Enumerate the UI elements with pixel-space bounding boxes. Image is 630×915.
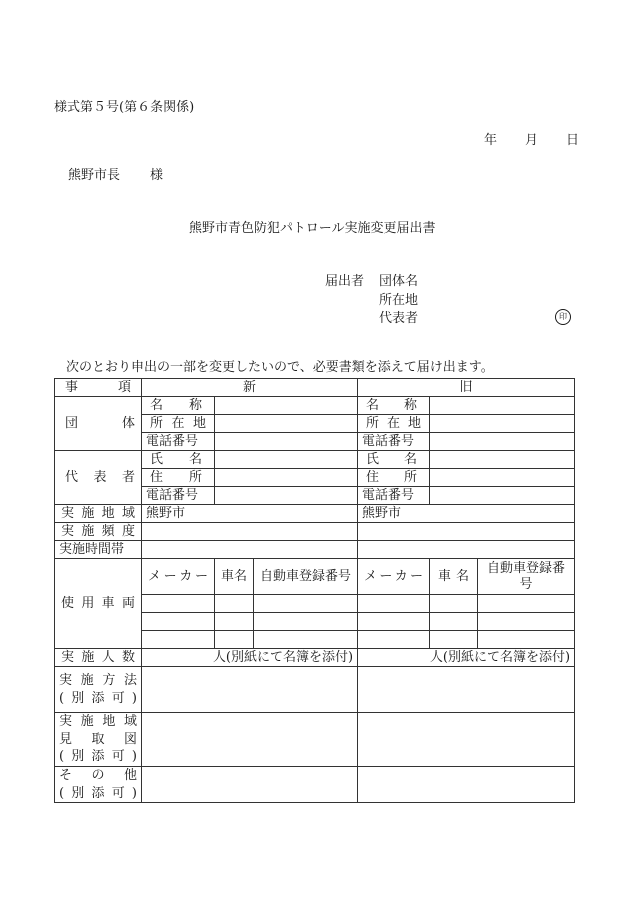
area-old[interactable]: 熊野市 — [358, 505, 575, 523]
table-row — [55, 559, 575, 595]
rep-name-old[interactable] — [430, 451, 575, 469]
vehicle-reg-header-new: 自動車登録番号 — [254, 559, 358, 595]
table-row — [55, 397, 575, 415]
date-day-label: 日 — [566, 133, 580, 148]
date-month-label: 月 — [525, 133, 539, 148]
addressee-honorific: 様 — [150, 168, 164, 183]
vehicle-cell[interactable] — [215, 595, 254, 613]
org-phone-label-old: 電話番号 — [358, 433, 430, 451]
table-row — [55, 649, 575, 667]
org-location-old[interactable] — [430, 415, 575, 433]
frequency-old[interactable] — [358, 523, 575, 541]
vehicle-cell[interactable] — [142, 613, 215, 631]
vehicle-cell[interactable] — [254, 595, 358, 613]
frequency-new[interactable] — [142, 523, 358, 541]
members-old[interactable]: 人(別紙にて名簿を添付) — [358, 649, 575, 667]
table-row — [55, 667, 575, 713]
time-old[interactable] — [358, 541, 575, 559]
vehicle-cell[interactable] — [430, 631, 478, 649]
org-name-new[interactable] — [215, 397, 358, 415]
vehicle-cell[interactable] — [254, 613, 358, 631]
table-row — [55, 451, 575, 469]
vehicle-name-header-old: 車 名 — [430, 559, 478, 595]
table-header-row — [55, 379, 575, 397]
form-number: 様式第５号(第６条関係) — [54, 100, 195, 115]
time-new[interactable] — [142, 541, 358, 559]
vehicle-cell[interactable] — [430, 595, 478, 613]
rep-phone-label-old: 電話番号 — [358, 487, 430, 505]
applicant-organization-label: 団体名 — [379, 274, 419, 289]
table-row — [55, 505, 575, 523]
map-old[interactable] — [358, 713, 575, 767]
method-new[interactable] — [142, 667, 358, 713]
group-organization: 団 体 — [55, 397, 142, 451]
header-item: 事 項 — [55, 379, 142, 397]
rep-name-label-new: 氏 名 — [142, 451, 215, 469]
row-area-label: 実 施 地 域 — [55, 505, 142, 523]
method-old[interactable] — [358, 667, 575, 713]
vehicle-maker-header-new: メ ー カ ー — [142, 559, 215, 595]
row-time-label: 実施時間帯 — [55, 541, 142, 559]
table-row — [55, 523, 575, 541]
map-new[interactable] — [142, 713, 358, 767]
rep-address-new[interactable] — [215, 469, 358, 487]
table-row — [55, 541, 575, 559]
rep-address-label-old: 住 所 — [358, 469, 430, 487]
vehicle-cell[interactable] — [142, 595, 215, 613]
rep-address-old[interactable] — [430, 469, 575, 487]
vehicle-cell[interactable] — [142, 631, 215, 649]
vehicle-name-header-new: 車名 — [215, 559, 254, 595]
group-vehicle: 使 用 車 両 — [55, 559, 142, 649]
vehicle-cell[interactable] — [254, 631, 358, 649]
org-name-old[interactable] — [430, 397, 575, 415]
header-old: 旧 — [358, 379, 575, 397]
org-location-label-old: 所 在 地 — [358, 415, 430, 433]
rep-phone-label-new: 電話番号 — [142, 487, 215, 505]
vehicle-cell[interactable] — [358, 595, 430, 613]
vehicle-cell[interactable] — [358, 613, 430, 631]
group-representative: 代 表 者 — [55, 451, 142, 505]
table-row — [55, 767, 575, 803]
addressee: 熊野市長 — [68, 168, 121, 183]
date-year-label: 年 — [484, 133, 498, 148]
rep-phone-new[interactable] — [215, 487, 358, 505]
applicant-label: 届出者 — [325, 274, 365, 289]
seal-icon: 印 — [555, 309, 571, 325]
other-old[interactable] — [358, 767, 575, 803]
org-phone-label-new: 電話番号 — [142, 433, 215, 451]
vehicle-cell[interactable] — [478, 595, 575, 613]
applicant-address-label: 所在地 — [379, 293, 419, 308]
row-other-label: そ の 他 (別添可) — [55, 767, 142, 803]
rep-address-label-new: 住 所 — [142, 469, 215, 487]
row-map-label: 実施地域 見取図 (別添可) — [55, 713, 142, 767]
vehicle-cell[interactable] — [430, 613, 478, 631]
org-location-new[interactable] — [215, 415, 358, 433]
rep-phone-old[interactable] — [430, 487, 575, 505]
org-phone-old[interactable] — [430, 433, 575, 451]
change-form-table — [54, 378, 575, 803]
org-phone-new[interactable] — [215, 433, 358, 451]
org-location-label-new: 所 在 地 — [142, 415, 215, 433]
document-title: 熊野市青色防犯パトロール実施変更届出書 — [189, 221, 436, 236]
vehicle-maker-header-old: メ ー カ ー — [358, 559, 430, 595]
vehicle-cell[interactable] — [478, 631, 575, 649]
row-frequency-label: 実 施 頻 度 — [55, 523, 142, 541]
vehicle-cell[interactable] — [215, 613, 254, 631]
intro-text: 次のとおり申出の一部を変更したいので、必要書類を添えて届け出ます。 — [66, 360, 494, 375]
vehicle-cell[interactable] — [478, 613, 575, 631]
rep-name-new[interactable] — [215, 451, 358, 469]
members-new[interactable]: 人(別紙にて名簿を添付) — [142, 649, 358, 667]
org-name-label-old: 名 称 — [358, 397, 430, 415]
table-row — [55, 713, 575, 767]
row-method-label: 実施方法 (別添可) — [55, 667, 142, 713]
area-new[interactable]: 熊野市 — [142, 505, 358, 523]
rep-name-label-old: 氏 名 — [358, 451, 430, 469]
row-members-label: 実 施 人 数 — [55, 649, 142, 667]
header-new: 新 — [142, 379, 358, 397]
vehicle-cell[interactable] — [215, 631, 254, 649]
other-new[interactable] — [142, 767, 358, 803]
vehicle-cell[interactable] — [358, 631, 430, 649]
org-name-label-new: 名 称 — [142, 397, 215, 415]
applicant-representative-label: 代表者 — [379, 311, 419, 326]
vehicle-reg-header-old: 自動車登録番号 — [478, 559, 575, 595]
